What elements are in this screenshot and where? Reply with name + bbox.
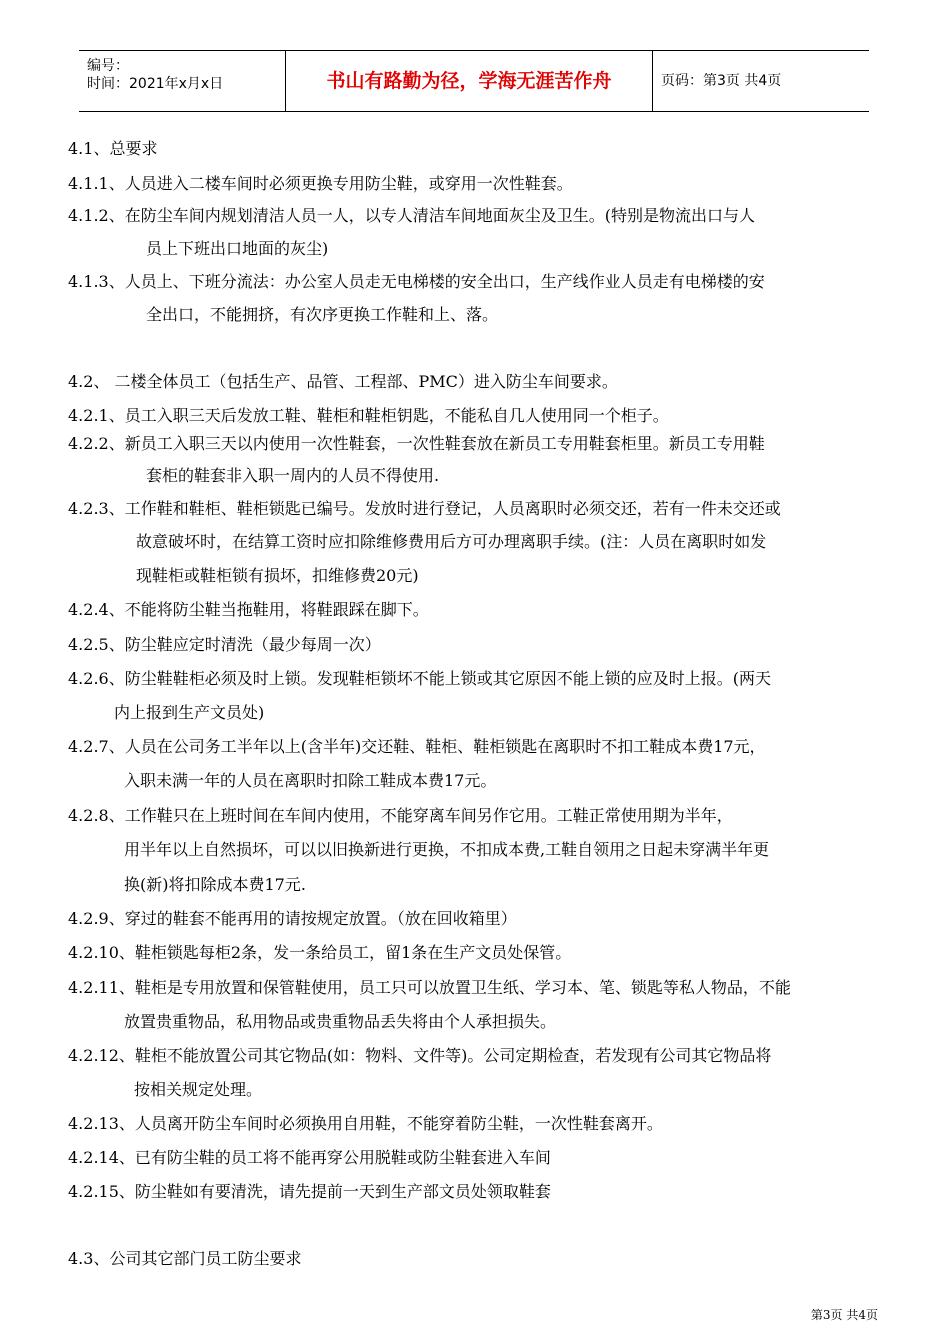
clause-4-1-1: 4.1.1、人员进入二楼车间时必须更换专用防尘鞋，或穿用一次性鞋套。	[68, 174, 573, 193]
clause-4-2-2: 4.2.2、新员工入职三天以内使用一次性鞋套，一次性鞋套放在新员工专用鞋套柜里。新员工专用鞋	[68, 434, 765, 453]
clause-4-2-10: 4.2.10、鞋柜锁匙每柜2条，发一条给员工，留1条在生产文员处保管。	[68, 943, 572, 962]
header-info-cell	[79, 51, 286, 111]
clause-4-2-3: 4.2.3、工作鞋和鞋柜、鞋柜锁匙已编号。发放时进行登记，人员离职时必须交还，若有一件未交还或	[68, 499, 781, 518]
clause-4-2-7: 4.2.7、人员在公司务工半年以上(含半年)交还鞋、鞋柜、鞋柜锁匙在离职时不扣工鞋成本费17元，	[68, 737, 766, 756]
clause-4-2-3-cont2: 现鞋柜或鞋柜锁有损坏，扣维修费20元)	[136, 566, 419, 585]
clause-4-1-2-cont: 员上下班出口地面的灰尘)	[146, 239, 329, 258]
section-4-2-title: 4.2、 二楼全体员工（包括生产、品管、工程部、PMC）进入防尘车间要求。	[68, 372, 618, 391]
clause-4-1-3: 4.1.3、人员上、下班分流法：办公室人员走无电梯楼的安全出口，生产线作业人员走有电梯楼的安	[68, 272, 765, 291]
clause-4-2-2-cont: 套柜的鞋套非入职一周内的人员不得使用.	[146, 466, 440, 485]
clause-4-2-13: 4.2.13、人员离开防尘车间时必须换用自用鞋，不能穿着防尘鞋，一次性鞋套离开。	[68, 1114, 663, 1133]
clause-4-2-7-cont: 入职未满一年的人员在离职时扣除工鞋成本费17元。	[124, 771, 497, 790]
clause-4-2-11: 4.2.11、鞋柜是专用放置和保管鞋使用，员工只可以放置卫生纸、学习本、笔、锁匙等私人物品，不能	[68, 978, 791, 997]
clause-4-2-1: 4.2.1、员工入职三天后发放工鞋、鞋柜和鞋柜钥匙，不能私自几人使用同一个柜子。	[68, 406, 669, 425]
clause-4-2-3-cont1: 故意破坏时，在结算工资时应扣除维修费用后方可办理离职手续。(注：人员在离职时如发	[136, 532, 767, 551]
clause-4-2-11-cont: 放置贵重物品，私用物品或贵重物品丢失将由个人承担损失。	[124, 1012, 557, 1031]
clause-4-2-15: 4.2.15、防尘鞋如有要清洗，请先提前一天到生产部文员处领取鞋套	[68, 1182, 551, 1201]
clause-4-2-6-cont: 内上报到生产文员处)	[114, 703, 265, 722]
clause-4-2-8-cont1: 用半年以上自然损坏，可以以旧换新进行更换，不扣成本费,工鞋自领用之日起未穿满半年更	[124, 840, 770, 859]
clause-4-2-12: 4.2.12、鞋柜不能放置公司其它物品(如：物料、文件等)。公司定期检查，若发现有公司其它物品将	[68, 1046, 772, 1065]
clause-4-2-8-cont2: 换(新)将扣除成本费17元.	[124, 875, 306, 894]
header-page-number: 页码：第3页 共4页	[661, 73, 782, 89]
clause-4-2-5: 4.2.5、防尘鞋应定时清洗（最少每周一次）	[68, 635, 381, 654]
clause-4-1-2: 4.1.2、在防尘车间内规划清洁人员一人，以专人清洁车间地面灰尘及卫生。(特别是物流出口与人	[68, 206, 755, 225]
number-label: 编号：	[87, 58, 129, 74]
clause-4-2-9: 4.2.9、穿过的鞋套不能再用的请按规定放置。（放在回收箱里）	[68, 909, 517, 928]
header-motto: 书山有路勤为径，学海无涯苦作舟	[286, 51, 653, 111]
clause-4-2-8: 4.2.8、工作鞋只在上班时间在车间内使用，不能穿离车间另作它用。工鞋正常使用期为半年，	[68, 806, 733, 825]
clause-4-2-14: 4.2.14、已有防尘鞋的员工将不能再穿公用脱鞋或防尘鞋套进入车间	[68, 1148, 551, 1167]
clause-4-2-12-cont: 按相关规定处理。	[134, 1080, 263, 1099]
time-label: 时间：2021年x月x日	[87, 76, 224, 92]
footer-page-number: 第3页 共4页	[810, 1308, 878, 1322]
section-4-1-title: 4.1、总要求	[68, 139, 158, 158]
document-header	[79, 50, 869, 112]
section-4-3-title: 4.3、公司其它部门员工防尘要求	[68, 1249, 302, 1268]
clause-4-1-3-cont: 全出口，不能拥挤，有次序更换工作鞋和上、落。	[146, 305, 499, 324]
clause-4-2-4: 4.2.4、不能将防尘鞋当拖鞋用，将鞋跟踩在脚下。	[68, 600, 429, 619]
clause-4-2-6: 4.2.6、防尘鞋鞋柜必须及时上锁。发现鞋柜锁坏不能上锁或其它原因不能上锁的应及时上报。(两天	[68, 669, 771, 688]
